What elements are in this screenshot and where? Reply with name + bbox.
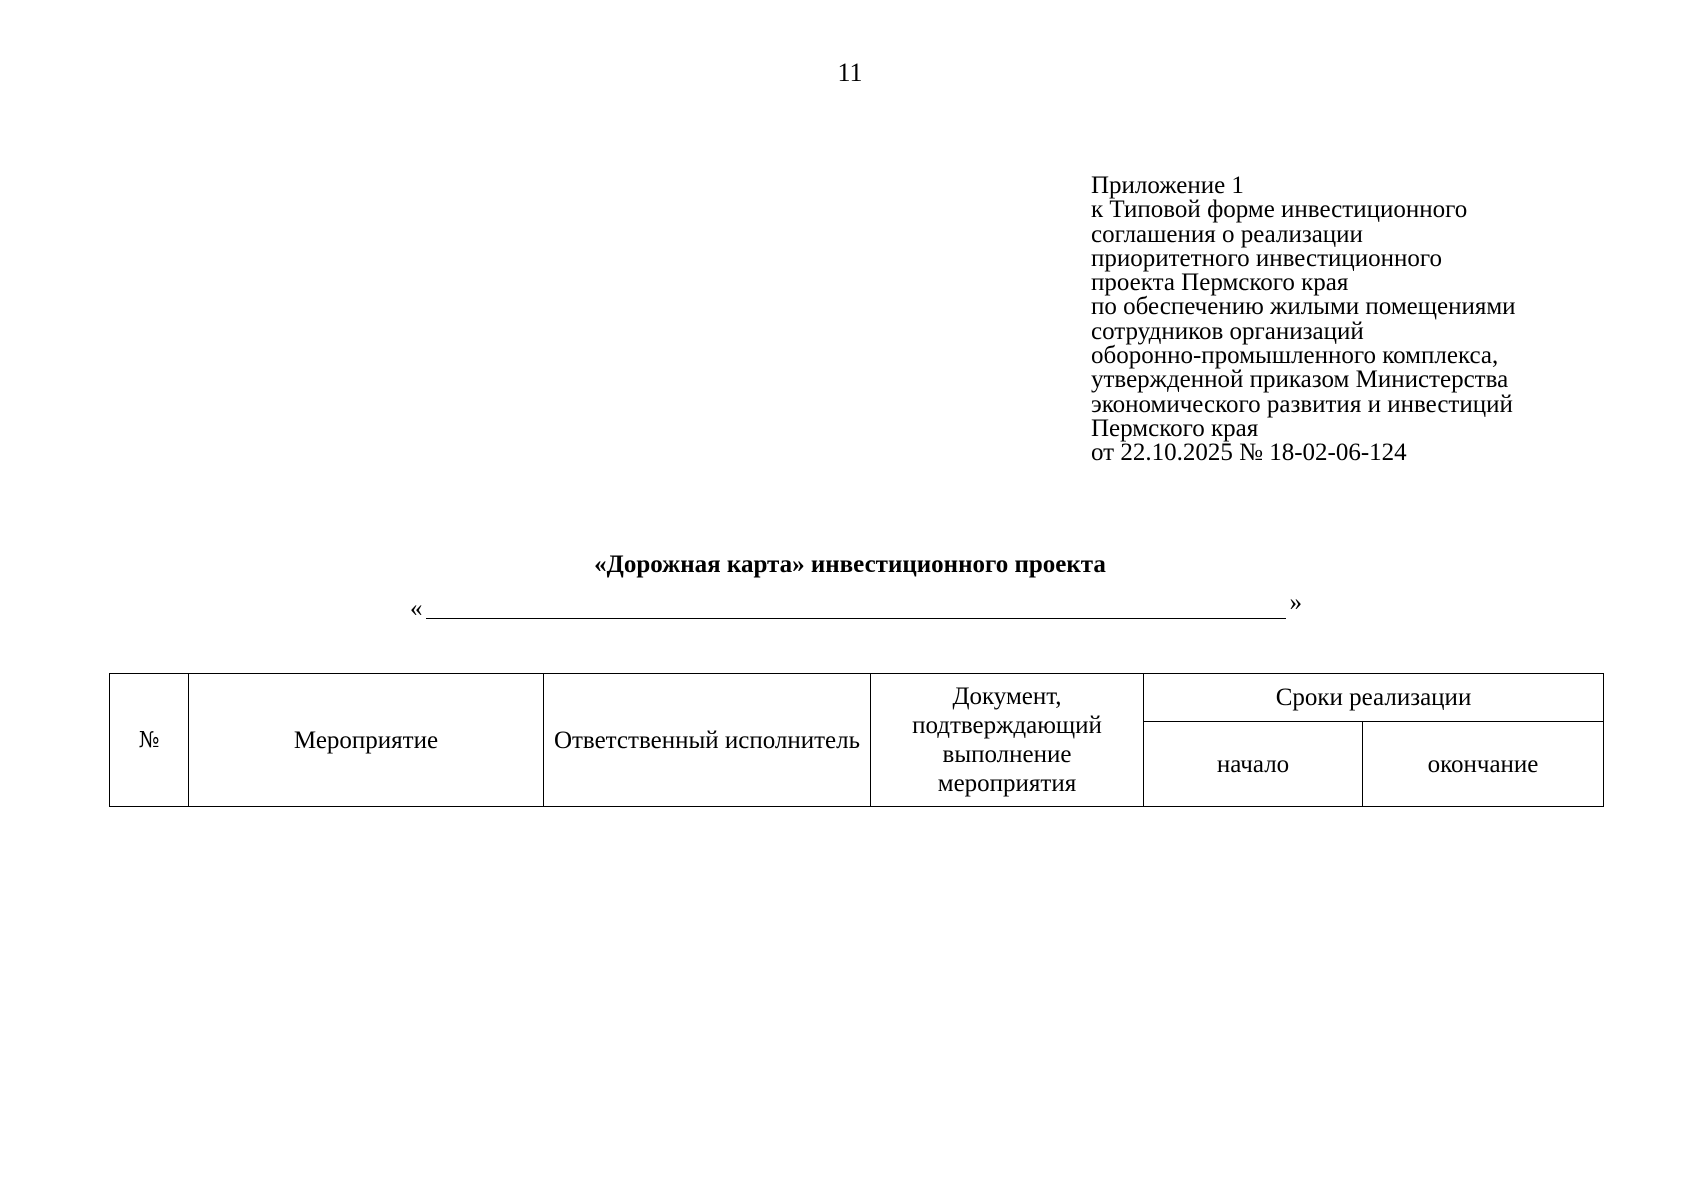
project-name-blank [426, 618, 1286, 619]
appendix-line: оборонно-промышленного комплекса, [1091, 342, 1499, 370]
project-name-close-quote: » [1289, 589, 1302, 616]
page-number: 11 [837, 58, 863, 87]
header-start: начало [1144, 722, 1363, 807]
header-document: Документ, подтверждающий выполнение мероприятия [871, 674, 1144, 807]
appendix-line: от 22.10.2025 № 18-02-06-124 [1091, 439, 1407, 467]
appendix-line: сотрудников организаций [1091, 317, 1364, 345]
roadmap-table [109, 673, 1604, 807]
project-name-open-quote: « [410, 595, 423, 622]
appendix-line: проекта Пермского края [1091, 269, 1349, 297]
appendix-line: соглашения о реализации [1091, 220, 1363, 248]
appendix-line: Приложение 1 [1091, 172, 1244, 199]
appendix-line: по обеспечению жилыми помещениями [1091, 293, 1516, 321]
appendix-line: утвержденной приказом Министерства [1091, 366, 1509, 394]
header-responsible: Ответственный исполнитель [544, 674, 871, 807]
header-end: окончание [1363, 722, 1604, 807]
header-number: № [110, 674, 189, 807]
appendix-line: экономического развития и инвестиций [1091, 390, 1513, 418]
appendix-line: приоритетного инвестиционного [1091, 244, 1443, 272]
appendix-line: Пермского края [1091, 414, 1259, 442]
document-title: «Дорожная карта» инвестиционного проекта [594, 551, 1106, 578]
header-terms: Сроки реализации [1144, 674, 1604, 722]
header-event: Мероприятие [189, 674, 544, 807]
appendix-block [1091, 174, 1671, 466]
project-name-line [410, 589, 1302, 626]
appendix-line: к Типовой форме инвестиционного [1091, 196, 1468, 224]
